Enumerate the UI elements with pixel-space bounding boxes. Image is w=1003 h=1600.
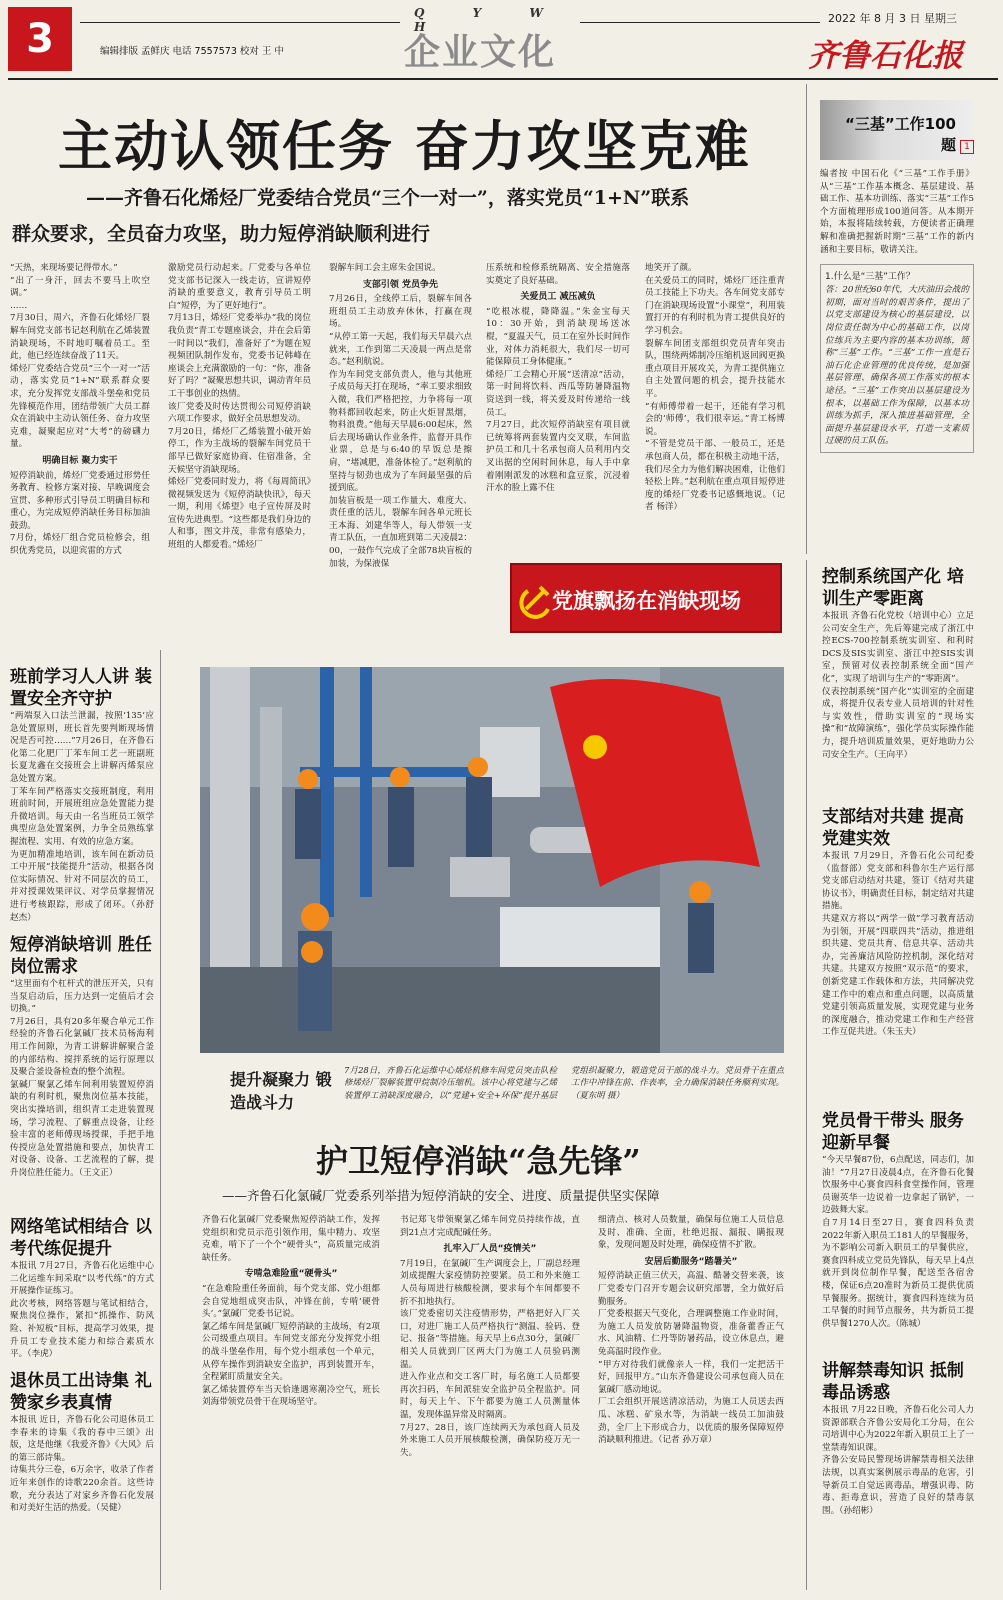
second-column-3 — [598, 1214, 784, 1594]
sanji-intro: 编者按 中国石化《“三基”工作手册》从“三基”工作基本概念、基层建设、基础工作、基本功训练、落实“三基”工作5个方面梳理形成100道问答。从本期开始，本报将陆续转载，方便读者正确理解和准确把握新时期“三基”工作的新内涵和主要目标，敬请关注。 — [820, 169, 974, 255]
article-title-jindu: 讲解禁毒知识 抵制毒品诱惑 — [822, 1361, 964, 1403]
second-col1-text-b: “在急难险重任务面前，每个党支部、党小组都会自觉地组成突击队，冲锋在前，专啃‘硬骨头’。”氯碱厂党委书记说。 氯乙烯车间是氯碱厂短停消缺的主战场，有2项公司级重点项目。车间党支部充分发挥党小组的战斗堡垒作用，每个党小组承包一个单元，从停车操作到消缺安全监护，再到装置开车，全程紧盯质量安全关。 氯乙烯装置停车当天恰逢遇寒潮冷空气，班长刘海带领党员骨干在现场坚守。 — [202, 1283, 380, 1408]
section-pinyin: Q Y W H — [414, 6, 565, 34]
left-col-divider — [160, 650, 161, 1590]
lead-column-1 — [10, 262, 150, 642]
second-subheadline: ——齐鲁石化氯碱厂党委系列举措为短停消缺的安全、进度、质量提供坚实保障 — [222, 1188, 660, 1203]
lead-headline: 主动认领任务 奋力攻坚克难 — [58, 115, 751, 178]
sanji-question: 1.什么是“三基”工作？ — [825, 272, 915, 283]
lead-col3-subhead: 支部引领 党员争先 — [362, 279, 439, 290]
banner-text: 党旗飘扬在消缺现场 — [552, 589, 741, 613]
issue-date: 2022 年 8 月 3 日 星期三 — [828, 12, 957, 25]
masthead-rule-right — [580, 22, 820, 23]
lead-col1-text: “天热，来现场要记得带水。” “出了一身汗，回去不要马上吹空调。” …… 7月30日，周六，齐鲁石化烯烃厂裂解车间党支部书记赵利航在乙烯装置消缺现场，不时地叮嘱着员工。至此，他已经连续奋战了11天。 烯烃厂党委结合党员“三个一对一”活动，落实党员“1+N”联系群众要求，充分发挥党支部战斗堡垒和党员先锋模范作用，团结带领广大员工群众在消缺中主动认领任务、奋力攻坚克难，凝聚起应对“大考”的磅礴力量。 — [10, 263, 150, 450]
article-title-guochanhua: 控制系统国产化 培训生产零距离 — [822, 567, 964, 609]
editor-line: 编辑排版 孟鲜庆 电话 7557573 校对 王 中 — [100, 46, 284, 57]
sanji-sidebar — [820, 100, 974, 550]
lead-column-2: 激励党员行动起来。厂党委与各单位党支部书记深入一线走访，宣讲短停消缺的重要意义，教育引导员工明白“短停，为了更好地行”。 7月13日，烯烃厂党委举办“我的岗位我负责”青工专题座谈会，并在会后第一时间以“我们，准备好了”为题在短视频团队制作发布，党委书记韩峰在座谈会上充满激励的一句：“你，准备好了吗？”凝聚思想共识，调动青年员工干事创业的热情。 该厂党委及时传达贯彻公司短停消缺六项工作要求，做好全员思想发动。 7月20日，烯烃厂乙烯装置小破开始停工，作为主战场的裂解车间党员干部早已做好家庭协商、住宿准备，全天候坚守消缺现场。 烯烃厂党委同时发力，将《每周简讯》微视频发送为《短停消缺快讯》，每天一期，利用《烯望》电子宣传屏及时宣传先进典型。“这些都是我们身边的人和事，图文并茂，非常有感染力，班组的人都爱看。”烯烃厂 — [168, 263, 311, 551]
article-title-wangluo: 网络笔试相结合 以考代练促提升 — [10, 1217, 152, 1259]
sanji-qa-box — [820, 264, 974, 453]
masthead-bottom-rule — [8, 78, 998, 80]
second-col2-subhead: 扎牢入厂人员“疫情关” — [443, 1244, 537, 1255]
section-title: 企业文化 — [404, 32, 557, 73]
article-body-shiji: 本报讯 近日，齐鲁石化公司退休员工李春来的诗集《我的春中三颂》出版，这是他继《我爱齐鲁》《大风》后的第三部诗集。 诗集共分三卷，6万余字，收录了作者近年来创作的诗歌220余首。这些诗歌，充分表达了对家乡齐鲁石化发展和对美好生活的热爱。（吴健） — [10, 1415, 154, 1514]
lead-col1-subhead: 明确目标 聚力实干 — [42, 455, 118, 466]
page-number-box — [8, 7, 72, 71]
lead-col1-text-b: 短停消缺前，烯烃厂党委通过形势任务教育、检修方案对接、早晚调度会宣贯、多种形式引导员工明确目标和重心，为完成短停消缺任务目标加油鼓劲。 7月份，烯烃厂组合党员检修会，组织优秀党员，以迎宾雷的方式 — [10, 470, 150, 557]
lead-col4-text-b: “吃根冰棍，降降温。”朱金宝每天10：30开始，到消缺现场送冰棍，“夏温天气，员工在室外长时间作业，对体力消耗很大，我们尽一切可能保障员工身体健康。” 烯烃厂工会精心开展“送清凉”活动，第一时间将饮料、西瓜等防暑降温物资送到一线，将关爱及时传递给一线员工。 7月27日，此次短停消缺室有项目就已统筹将两套装置内交叉联，车间监护员工和几十名承包商人员利用内交叉出据的空闲时间休息，每人手中拿着刚刚派发的冰糕和盒豆浆，沉浸着汗水的脸上露不住 — [486, 306, 630, 494]
lead-subheadline-1: ——齐鲁石化烯烃厂党委结合党员“三个一对一”，落实党员“1+N”联系 — [86, 187, 690, 209]
news-photo — [200, 667, 784, 1053]
sanji-answer: 答：20世纪60年代，大庆油田会战的初期，面对当时的艰苦条件，提出了以党支部建设为核心的基层建设，以岗位责任制为中心的基础工作，以岗位练兵为主要内容的基本功训练，简称“三基”工作。“三基”工作一直是石油石化企业管理的优良传统，是加强基层管理、确保各项工作落实的根本途径。“三基”工作突出以基层建设为根本，以基础工作为保障，以基本功训练为抓手，深入推进基础管理，全面提升基层建设水平，打造一支素质过硬的员工队伍。 — [825, 285, 969, 447]
photo-illustration — [200, 667, 784, 1053]
right-column — [822, 566, 974, 1564]
second-col1-text: 齐鲁石化氯碱厂党委聚焦短停消缺工作，发挥党组织和党员示范引领作用，集中精力、攻坚克难，啃下了一个个“硬骨头”，高质量完成消缺任务。 — [202, 1215, 380, 1263]
article-body-jindu: 本报讯 7月22日晚，齐鲁石化公司人力资源部联合齐鲁公安局化工分局，在公司培训中心为2022年新入职员工上了一堂禁毒知识课。 齐鲁公安局民警现场讲解禁毒相关法律法规，以真实案例展示毒品的危害，引导新员工自觉远离毒品，增强识毒、防毒、拒毒意识，营造了良好的禁毒氛围。（孙绍彬） — [822, 1405, 974, 1516]
second-col1-subhead: 专啃急难险重“硬骨头” — [244, 1269, 338, 1280]
lead-col4-text: 压系统和检修系统隔离、安全措施落实奠定了良好基础。 — [486, 263, 630, 286]
article-body-jiedui: 本报讯 7月29日，齐鲁石化公司纪委（监督部）党支部和科鲁尔生产运行部党支部启动结对共建，签订《结对共建协议书》，明确责任目标，制定结对共建措施。 共建双方将以“两学一做”学习教育活动为引领，开展“四联四共”活动，推进组织共建、党员共育、信息共享、活动共办，完善廉洁风险防控机制，深化结对共建。共建双方按照“双示范”的要求，创新党建工作载体和方法，共同解决党建工作中的难点和重点问题，以高质量党建引领高质量发展，实现党建与业务的深度融合，推动党建工作和生产经营工作互促共进。（朱玉夫） — [822, 851, 974, 1038]
left-column — [10, 666, 154, 1520]
article-title-zaocan: 党员骨干带头 服务迎新早餐 — [822, 1111, 964, 1153]
lead-column-3 — [329, 262, 472, 642]
sanji-title-box — [820, 100, 974, 160]
lead-col4-subhead: 关爱员工 减压减负 — [520, 292, 596, 303]
party-flag-banner — [510, 563, 782, 633]
article-body-duanting: “这里面有个杠杆式的泄压开关，只有当泵启动后，压力达到一定值后才会切换。” 7月26日，具有20多年聚合单元工作经验的齐鲁石化氯碱厂技术员杨海利用工作间隙，为青工讲解讲解聚合釜的内部结构、搅拌系统的运行原理以及聚合釜设备检查的整个流程。 氯碱厂聚氯乙烯车间利用装置短停消缺的有利时机，聚焦岗位基本技能，突出实操培训，组织青工走进装置现场，学习流程、了解重点设备，让经验丰富的老师傅现场授课，手把手地传授应急处置措施和要点，加快青工对设备、设备、工艺流程的了解，提升岗位胜任能力。（王文正） — [10, 979, 154, 1178]
second-column-2 — [400, 1214, 580, 1594]
article-title-jiedui: 支部结对共建 提高党建实效 — [822, 807, 964, 849]
photo-story-title: 提升凝聚力 锻造战斗力 — [230, 1070, 332, 1112]
article-body-zaocan: “今天早餐87份，6点配送，同志们，加油！”7月27日凌晨4点，在齐鲁石化餐饮服务中心赛食四科食堂操作间，管理员谢英华一边说着一边拿起了锅铲，一边鼓舞大家。 自7月14日至27日，赛食四科负责2022年新入职员工181人的早餐服务，为不影响公司新入职员工的早餐供应，赛食四科成立党员先锋队，每天早上4点就开到岗位制作早餐，配送至各宿舍楼，保证6点20准时为新员工提供优质早餐服务。据统计，赛食四科连续为员工早餐的时间节点服务，共为新员工提供早餐1270人次。（陈城） — [822, 1155, 974, 1329]
sanji-title: “三基”工作100题 — [844, 115, 956, 154]
lead-col3-text-b: 7月26日，全线停工后，裂解车间各班组员工主动放弃休休，打赢在现场。 “从停工第一天起，我们每天早晨六点就来，工作到第二天凌晨一两点是常态。”赵利航说。 作为车间党支部负责人，他与其他班子成员每天打在现场，“率工要求细致入微，我们严格把控，力争将每一项物料都回收起来，防止火炬冒黑烟，物料浪费。”他每天早晨6:00起床，然后去现场确认作业条件，监督开具作业票，总是与6:40的早饭总是擦肩，“堵减肥，准备体检了。”赵利航的坚持与韧劲也成为了车间最坚强的后援到底。 加装盲板是一项工作量大、难度大、责任重的活儿，裂解车间各单元班长王本海、刘建华等人，每人带领一支青工队伍，一直加班到第二天凌晨2：00，一鼓作气完成了全部78块盲板的加装，为保液保 — [329, 294, 472, 569]
second-col3-subhead: 安居后勤服务“踏暑关” — [644, 1256, 738, 1267]
second-col3-text-b: 短停消缺正值三伏天，高温、酷暑交替来袭，该厂党委专门召开专题会议研究部署，全力做好后勤服务。 厂党委根据天气变化，合理调整施工作业时间，为施工人员发放防暑降温物资，准备藿香正气水、风油精、仁丹等防暑药品，设立休息点，避免高温时段作业。 “甲方对待我们就像亲人一样，我们一定把活干好，回报甲方。”山东齐鲁建设公司承包商人员在氯碱厂感动地说。 厂工会组织开展送清凉活动，为施工人员送去西瓜、冰糕、矿泉水等，为消缺一线员工加油鼓劲，全厂上下形成合力，以优质的服务保障短停消缺顺利推进。（记者 孙万章） — [598, 1271, 784, 1446]
second-col3-text: 细清点、核对人员数量，确保每位施工人员信息及时、准确、全面，杜绝迟报、漏报、瞒报现象，发现问题及时处理，确保疫情不扩散。 — [598, 1215, 784, 1251]
article-body-banqian: “两端泵入口法兰泄漏，按照‘135’应急处置原则，班长首先要判断现场情况是否可控……”7月26日，在齐鲁石化第二化肥厂丁苯车间工艺一班副班长夏龙鑫在交接班会上讲解丙烯泵应急处置方案。 丁苯车间严格落实交接班制度，利用班前时间，开展班组应急处置能力提升微培训。每天由一名当班员工领学典型应急处置案例，力争全员熟练掌握流程、实用、有效的应急方案。 为更加精准地培训，该车间在新动员工中开展“技能提升”活动，根据各岗位实际情况、针对不同层次的员工，并对授课效果评议、对学员掌握情况进行考核跟踪，形成了闭环。（孙舒 赵杰） — [10, 711, 154, 923]
article-title-shiji: 退休员工出诗集 礼赞家乡表真情 — [10, 1371, 152, 1413]
lead-column-4 — [486, 262, 630, 560]
second-headline: 护卫短停消缺“急先锋” — [316, 1142, 641, 1180]
second-column-1 — [202, 1214, 380, 1594]
article-title-banqian: 班前学习人人讲 装置安全齐守护 — [10, 667, 152, 709]
sanji-badge: 1 — [960, 140, 974, 154]
photo-caption: 7月28日，齐鲁石化运维中心烯烃机修车间党员突击队检修烯烃厂裂解装置甲烷制冷压缩机。该中心将党建与乙烯装置停工消缺深度融合，以“党建+安全+环保”提升基层党组织凝聚力，锻造党员干部的战斗力。党员骨干在重点工作中冲锋在前、作表率，全力确保消缺任务顺利实现。（夏东明 摄） — [344, 1065, 784, 1100]
page-number: 3 — [26, 16, 54, 62]
second-col2-text-b: 7月19日，在氯碱厂生产调度会上，厂副总经理刘成提醒大家疫情防控要紧。员工和外来施工人员每周进行核酸检测，要求每个车间都要不折不扣地执行。 该厂党委密切关注疫情形势，严格把好入厂关口，对进厂施工人员严格执行“测温、验码、登记、报备”等措施。每天早上6点30分，氯碱厂相关人员就到厂区两大门为施工人员验码测温。 进入作业点和交工客厂时，每名施工人员都要再次扫码，车间派驻安全监护员全程监护。同时，每天上午、下午都要为施工人员测量体温，发现体温异常及时隔离。 7月27、28日，该厂连续两天为承包商人员及外来施工人员开展核酸检测，确保防疫万无一失。 — [400, 1258, 580, 1458]
article-title-duanting: 短停消缺培训 胜任岗位需求 — [10, 935, 152, 977]
second-col2-text: 书记郑飞带领聚氯乙烯车间党员持续作战，直到21点才完成配碱任务。 — [400, 1215, 580, 1238]
right-col-divider — [806, 560, 807, 1590]
article-body-wangluo: 本报讯 7月27日，齐鲁石化运维中心二化运维车间采取“以考代练”的方式开展操作证练习。 此次考核，网络答题与笔试相结合，聚焦岗位操作，紧扣“抓操作、防风险、补短板”目标，提高学习效果，提升员工专业技术能力和综合素质水平。（李虎） — [10, 1261, 154, 1360]
sidebar-divider — [806, 84, 807, 554]
lead-subheadline-2: 群众要求，全员奋力攻坚，助力短停消缺顺利进行 — [12, 223, 431, 245]
article-body-guochanhua: 本报讯 齐鲁石化党校（培训中心）立足公司安全生产，先后筹建完成了浙江中控ECS-700控制系统实训室、和利时DCS及SIS实训室、浙江中控SIS实训室，预留对仪表控制系统全面“国产化”，实现了培训与生产的“零距离”。 仪表控制系统“国产化”实训室的全面建成，将提升仪表专业人员培训的针对性与实效性，借助实训室的“现场实操”和“故障演练”，强化学员实际操作能力，提升培训质量效果，更好地助力公司安全生产。（王向平） — [822, 611, 974, 760]
lead-column-5: 地笑开了颜。 在关爱员工的同时，烯烃厂还注重青员工技能上下功夫。各车间党支部专门在消缺现场设置“小课堂”，利用装置打开的有利时机为青工提供良好的学习机会。 裂解车间团支部组织党员青年突击队，围绕两烯制冷压缩机返回阀更换重点项目开展攻关，为青工提供施立自主处置问题的机会，提升技能水平。 “有师傅带着一起干，还能有学习机会的‘师傅’，我们很幸运。”青工杨博说。 “不管是党员干部、一般员工，还是承包商人员，都在积极主动地干活，我们尽全力为他们解决困难，让他们轻松上阵。”赵利航在重点项目短停进度的烯烃厂党委书记感慨地说。（记者 杨洋） — [645, 263, 785, 513]
lead-col3-text: 裂解车间工会主席朱金国说。 — [329, 263, 441, 273]
newspaper-logo: 齐鲁石化报 — [808, 38, 963, 74]
masthead-rule — [80, 22, 400, 23]
